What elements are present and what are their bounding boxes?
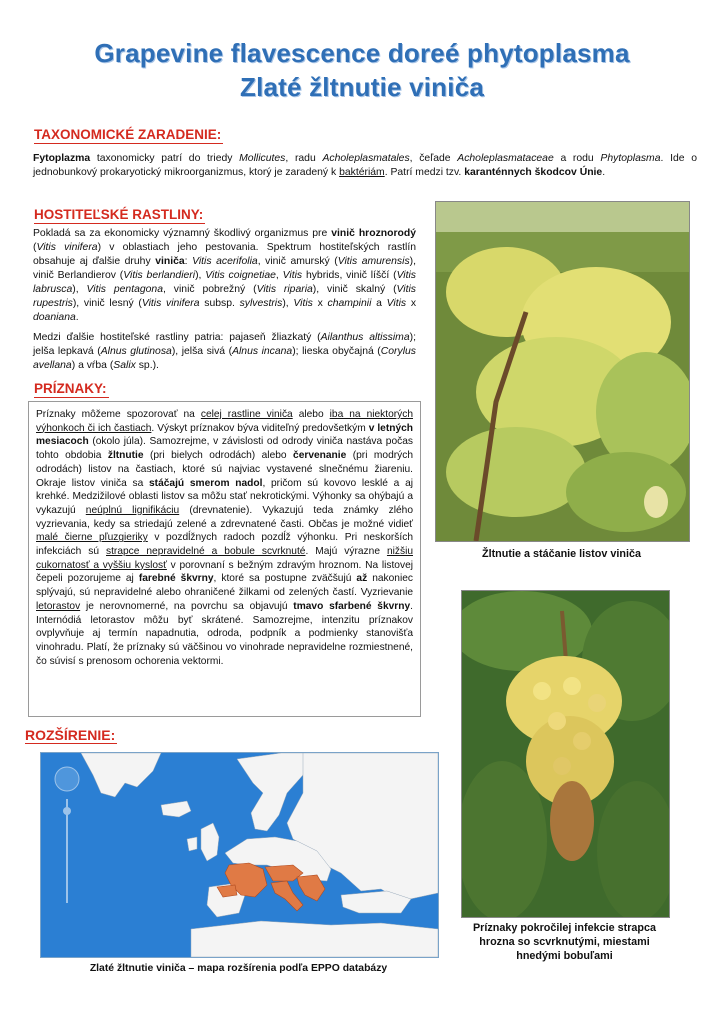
europe-map-graphic bbox=[41, 753, 438, 957]
text-fragment: , vinič pobrežný ( bbox=[163, 284, 257, 295]
text-fragment: Alnus incana bbox=[232, 346, 293, 357]
text-fragment: , radu bbox=[285, 153, 323, 164]
text-fragment: alebo bbox=[292, 409, 330, 420]
text-fragment: Mollicutes bbox=[239, 153, 286, 164]
text-fragment: nižšiu cukornatosť a vyššiu kyslosť bbox=[36, 546, 413, 571]
photo1-caption: Žltnutie a stáčanie listov viniča bbox=[481, 548, 641, 560]
text-fragment: champinii bbox=[327, 298, 372, 309]
text-fragment: Pokladá sa za ekonomicky významný škodlivý organizmus pre bbox=[33, 228, 332, 239]
text-fragment: . Majú výrazne bbox=[305, 546, 387, 558]
text-fragment: x bbox=[312, 298, 328, 309]
text-fragment: ) v oblastiach jeho pestovania. Spektrum hostiteľských rastlín obsahuje aj ďalšie druhy bbox=[33, 242, 417, 267]
text-fragment: (pri modrých odrodách) listov na častiach, ktoré sú najviac vystavené slnečnému žiareniu. Okraje listov viniča sa bbox=[36, 450, 413, 489]
landmass-north-africa bbox=[191, 921, 438, 957]
text-fragment: až bbox=[356, 573, 368, 585]
map-zoom-knob bbox=[63, 807, 71, 815]
hosts-paragraph-2 bbox=[33, 331, 416, 373]
text-fragment: Medzi ďalšie hostiteľské rastliny patria: pajaseň žliazkatý ( bbox=[33, 332, 321, 343]
text-fragment: ), vinič Berlandierov ( bbox=[33, 256, 416, 281]
text-fragment: Acholeplasmatales bbox=[322, 153, 410, 164]
text-fragment: celej rastline viniča bbox=[200, 409, 293, 420]
text-fragment: Vitis bbox=[386, 298, 407, 309]
grape-berry bbox=[563, 677, 581, 695]
text-fragment: hybrids, vinič líščí ( bbox=[302, 270, 397, 281]
text-fragment: Vitis bbox=[282, 270, 303, 281]
text-fragment: ); lieska obyčajná ( bbox=[292, 346, 381, 357]
text-fragment: karanténnych škodcov Únie bbox=[464, 167, 603, 178]
text-fragment: nakoniec splývajú, sú nepravidelné alebo ohraničené žilkami od zelených častí. Vyzrievanie bbox=[36, 573, 413, 599]
text-fragment: doaniana bbox=[33, 312, 76, 323]
text-fragment: je nerovnomerné, na povrchu sa objavujú bbox=[80, 600, 294, 612]
text-fragment: ) a vŕba ( bbox=[71, 360, 114, 371]
shriveled-berries bbox=[550, 781, 594, 861]
grape-berry bbox=[573, 732, 591, 750]
map-caption: Zlaté žltnutie viniča – mapa rozšírenia podľa EPPO databázy bbox=[89, 963, 388, 974]
text-fragment: žltnutie bbox=[107, 450, 144, 462]
text-fragment: , bbox=[275, 270, 283, 281]
page-subtitle: Zlaté žltnutie viniča bbox=[239, 72, 485, 102]
text-fragment: ), jelša sivá ( bbox=[171, 346, 233, 357]
photo2-caption-line: hrozna so scvrknutými, miestami bbox=[479, 936, 650, 948]
text-fragment: Vitis vinifera bbox=[141, 298, 200, 309]
text-fragment: Príznaky môžeme spozorovať na bbox=[36, 409, 201, 420]
text-fragment: , pričom sú kovovo lesklé a aj krehké. Medzižilové oblasti listov sa môžu stať nekrotickými. Výhonky sa ohýbajú a vykazujú bbox=[36, 477, 414, 516]
text-fragment: neúplnú lignifikáciu bbox=[85, 504, 180, 516]
text-fragment: x bbox=[406, 298, 417, 309]
text-fragment: taxonomicky patrí do triedy bbox=[90, 153, 240, 164]
text-fragment: , vinič amurský ( bbox=[257, 256, 338, 267]
hosts-paragraph-1 bbox=[33, 227, 416, 325]
grape-berry bbox=[553, 757, 571, 775]
text-fragment: , čeľade bbox=[409, 153, 458, 164]
landmass-ireland bbox=[187, 837, 197, 851]
text-fragment: tmavo sfarbené škvrny bbox=[293, 600, 411, 612]
text-fragment: . bbox=[75, 312, 79, 323]
hosts-heading: HOSTITEĽSKÉ RASTLINY: bbox=[34, 207, 204, 222]
text-fragment: sp.). bbox=[135, 360, 159, 371]
text-fragment: . Patrí medzi tzv. bbox=[384, 167, 465, 178]
text-fragment: : bbox=[184, 256, 193, 267]
text-fragment: v pozdĺžnych radoch pozdĺž výhonku. Pri neskorších infekciách sú bbox=[36, 532, 413, 558]
map-pan-control bbox=[55, 767, 79, 791]
page-title: Grapevine flavescence doreé phytoplasma bbox=[94, 38, 630, 68]
text-fragment: Salix bbox=[113, 360, 136, 371]
text-fragment: ), bbox=[282, 298, 294, 309]
text-fragment: (okolo júla). Samozrejme, v závislosti od odrody viniča nastáva počas tohto obdobia bbox=[36, 436, 413, 462]
text-fragment: malé čierne pľuzgieriky bbox=[36, 532, 148, 544]
text-fragment: , ktoré sa postupne zväčšujú bbox=[213, 573, 357, 585]
grape-berry bbox=[588, 694, 606, 712]
text-fragment: Vitis acerifolia bbox=[192, 256, 258, 267]
text-fragment: (pri bielych odrodách) alebo bbox=[143, 450, 294, 462]
symptoms-heading: PRÍZNAKY: bbox=[34, 381, 107, 396]
photo2-caption-line: hnedými bobuľami bbox=[516, 950, 613, 962]
text-fragment: . Ide o jednobunkový prokaryotický mikroorganizmus, ktorý je zaradený k bbox=[33, 153, 697, 178]
text-fragment: Vitis pentagona bbox=[86, 284, 163, 295]
leaf-cluster bbox=[566, 452, 686, 532]
text-fragment: vinič hroznorodý bbox=[331, 228, 416, 239]
text-fragment: ); jelša lepkavá ( bbox=[33, 332, 416, 357]
text-fragment: viniča bbox=[155, 256, 185, 267]
text-fragment: Ailanthus altissima bbox=[320, 332, 410, 343]
text-fragment: červenanie bbox=[293, 450, 347, 462]
photo-grape-bunch bbox=[461, 590, 670, 918]
text-fragment: ), vinič lesný ( bbox=[72, 298, 142, 309]
text-fragment: v letných mesiacoch bbox=[36, 422, 413, 448]
text-fragment: baktériám bbox=[339, 167, 385, 178]
taxonomy-text bbox=[33, 152, 697, 180]
text-fragment: Corylus avellana bbox=[33, 346, 416, 371]
text-fragment: . Internódiá letorastov môžu byť skrátené. Samozrejme, intenzitu príznakov ovplyvňuje aj termín napadnutia, odroda, podpník a podmienky stanovišťa vinohradu. Platí, že príznaky sú väčšinou vo vinohrade nepravidelne rozmiestnené, čo súvisí s prenosom ochorenia vektormi. bbox=[36, 600, 413, 667]
text-fragment: (drevnatenie). Vykazujú teda známky zlého vyzrievania, kedy sa striedajú zelené a zdrevnatené časti. Občas je možné vidieť bbox=[36, 504, 413, 530]
text-fragment: Vitis rupestris bbox=[33, 284, 416, 309]
text-fragment: sylvestris bbox=[239, 298, 283, 309]
text-fragment: stáčajú smerom nadol bbox=[149, 477, 263, 489]
grape-photo-graphic bbox=[462, 591, 669, 917]
text-fragment: Vitis riparia bbox=[256, 284, 313, 295]
photo2-caption bbox=[450, 921, 679, 963]
text-fragment: Vitis bbox=[293, 298, 313, 309]
text-fragment: Vitis berlandieri bbox=[123, 270, 196, 281]
text-fragment: . Výskyt príznakov býva viditeľný predovšetkým bbox=[151, 422, 369, 434]
photo2-caption-line: Príznaky pokročilej infekcie strapca bbox=[472, 922, 657, 934]
text-fragment: letorastov bbox=[36, 600, 81, 612]
symptoms-text bbox=[28, 401, 421, 717]
leaf-cluster bbox=[446, 427, 586, 517]
grape-bunch bbox=[644, 486, 668, 518]
hosts-text bbox=[33, 227, 416, 373]
text-fragment: strapce nepravidelné a bobule scvrknuté bbox=[106, 546, 306, 558]
grape-berry bbox=[533, 682, 551, 700]
text-fragment: Vitis labrusca bbox=[33, 270, 417, 295]
text-fragment: Phytoplasma bbox=[600, 153, 661, 164]
text-fragment: ), bbox=[195, 270, 206, 281]
text-fragment: Vitis amurensis bbox=[337, 256, 410, 267]
grape-berry bbox=[548, 712, 566, 730]
text-fragment: Alnus glutinosa bbox=[100, 346, 172, 357]
photo-yellowing-leaves bbox=[435, 201, 690, 542]
text-fragment: ( bbox=[33, 242, 37, 253]
text-fragment: a rodu bbox=[553, 153, 601, 164]
distribution-heading: ROZŠÍRENIE: bbox=[25, 727, 116, 743]
text-fragment: v porovnaní s bežným zdravým hroznom. Na listovej čepeli pozorujeme aj bbox=[36, 559, 413, 585]
distribution-map bbox=[40, 752, 439, 958]
text-fragment: ), bbox=[72, 284, 87, 295]
text-fragment: . bbox=[602, 167, 606, 178]
text-fragment: Acholeplasmataceae bbox=[457, 153, 554, 164]
taxonomy-term: Fytoplazma bbox=[33, 153, 91, 164]
text-fragment: subsp. bbox=[199, 298, 240, 309]
text-fragment: farebné škvrny bbox=[138, 573, 214, 585]
text-fragment: ), vinič skalný ( bbox=[312, 284, 397, 295]
taxonomy-heading: TAXONOMICKÉ ZARADENIE: bbox=[34, 127, 222, 142]
text-fragment: Vitis coignetiae bbox=[205, 270, 276, 281]
text-fragment: a bbox=[371, 298, 387, 309]
text-fragment: iba na niektorých výhonkoch či ich častiach bbox=[36, 409, 413, 434]
leaves-photo-graphic bbox=[436, 202, 689, 541]
text-fragment: Vitis vinifera bbox=[36, 242, 98, 253]
